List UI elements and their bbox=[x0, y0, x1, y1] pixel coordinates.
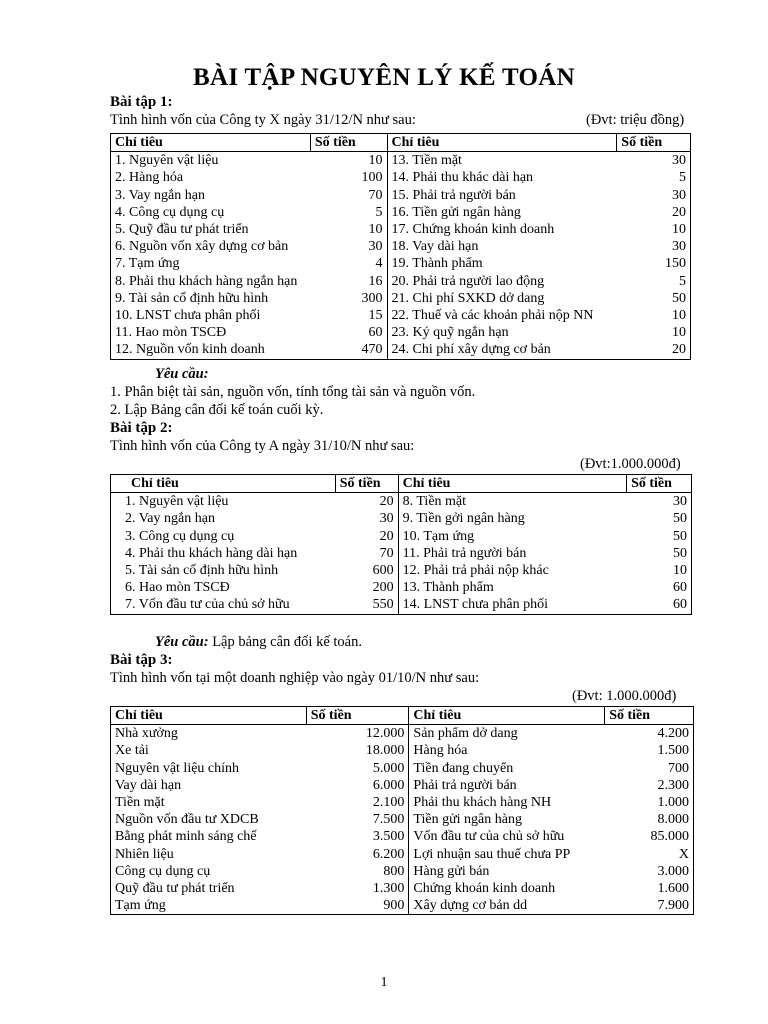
item-name-cell: Nhà xưởng bbox=[115, 726, 178, 742]
amount-cell: 700 bbox=[668, 760, 689, 776]
exercise-1-intro: Tình hình vốn của Công ty X ngày 31/12/N như sau: bbox=[110, 112, 416, 128]
amount-cell: 20 bbox=[379, 494, 394, 510]
header-cell: Số tiền bbox=[306, 707, 409, 725]
amount-cell: 5.000 bbox=[372, 760, 405, 776]
item-name-cell: Tiền gửi ngân hàng bbox=[409, 811, 605, 828]
table-row bbox=[111, 221, 691, 238]
header-cell: Số tiền bbox=[310, 134, 387, 152]
header-cell: Số tiền bbox=[627, 475, 692, 493]
item-name-cell: 1. Nguyên vật liệu bbox=[115, 153, 219, 169]
item-name-cell: 8. Tiền mặt bbox=[398, 493, 626, 511]
item-name-cell: 3. Vay ngắn hạn bbox=[115, 187, 205, 203]
item-name-cell: Xe tải bbox=[115, 743, 149, 759]
amount-cell: 10 bbox=[672, 222, 686, 238]
table-row bbox=[111, 255, 691, 272]
amount-cell: 10 bbox=[672, 308, 686, 324]
amount-cell: 10 bbox=[368, 222, 383, 238]
table-row bbox=[111, 493, 692, 511]
amount-cell: 50 bbox=[673, 545, 687, 561]
item-name-cell: Nguyên vật liệu chính bbox=[115, 760, 240, 776]
item-name-cell: Tiền đang chuyển bbox=[409, 760, 605, 777]
item-name-cell: 6. Hao mòn TSCĐ bbox=[125, 580, 230, 596]
exercise-2-intro: Tình hình vốn của Công ty A ngày 31/10/N như sau: bbox=[110, 438, 415, 454]
amount-cell: 4.200 bbox=[657, 726, 689, 742]
amount-cell: 5 bbox=[679, 273, 686, 289]
item-name-cell: 4. Phải thu khách hàng dài hạn bbox=[125, 545, 298, 561]
item-name-cell: 15. Phải trả người bán bbox=[387, 187, 617, 204]
amount-cell: 5 bbox=[375, 204, 383, 220]
amount-cell: 900 bbox=[383, 898, 405, 914]
amount-cell: 60 bbox=[673, 580, 687, 596]
amount-cell: 70 bbox=[379, 545, 394, 561]
item-name-cell: 7. Vốn đầu tư của chủ sở hữu bbox=[125, 597, 290, 613]
amount-cell: 2.300 bbox=[657, 777, 689, 793]
item-name-cell: Công cụ dụng cụ bbox=[115, 863, 211, 879]
item-name-cell: 10. LNST chưa phân phối bbox=[115, 308, 261, 324]
item-name-cell: 3. Công cụ dụng cụ bbox=[125, 528, 235, 544]
table-row bbox=[111, 562, 692, 579]
exercise-3-unit: (Đvt: 1.000.000đ) bbox=[572, 688, 677, 704]
header-cell: Chỉ tiêu bbox=[409, 707, 605, 725]
item-name-cell: Tiền mặt bbox=[115, 795, 165, 811]
amount-cell: 800 bbox=[383, 863, 405, 879]
amount-cell: 2.100 bbox=[372, 795, 405, 811]
amount-cell: 300 bbox=[361, 290, 383, 306]
amount-cell: 6.000 bbox=[372, 777, 405, 793]
table-row bbox=[111, 545, 692, 562]
amount-cell: 1.300 bbox=[372, 881, 405, 897]
exercise-2-table bbox=[110, 474, 692, 615]
exercise-3-table bbox=[110, 706, 694, 915]
header-cell: Chỉ tiêu bbox=[387, 134, 617, 152]
item-name-cell: Chứng khoán kinh doanh bbox=[409, 880, 605, 897]
item-name-cell: 13. Thành phẩm bbox=[398, 579, 626, 596]
header-cell: Chỉ tiêu bbox=[398, 475, 626, 493]
amount-cell: 470 bbox=[361, 342, 383, 358]
amount-cell: 60 bbox=[673, 597, 687, 613]
amount-cell: 1.500 bbox=[657, 743, 689, 759]
table-row bbox=[111, 204, 691, 221]
exercise-1-unit: (Đvt: triệu đồng) bbox=[586, 112, 685, 128]
item-name-cell: Bằng phát minh sáng chế bbox=[115, 829, 257, 845]
item-name-cell: Vốn đầu tư của chủ sở hữu bbox=[409, 828, 605, 845]
table-header-row bbox=[111, 707, 694, 725]
amount-cell: 6.200 bbox=[372, 846, 405, 862]
amount-cell: 20 bbox=[672, 204, 686, 220]
item-name-cell: Vay dài hạn bbox=[115, 777, 182, 793]
item-name-cell: 12. Nguồn vốn kinh doanh bbox=[115, 342, 265, 358]
table-row bbox=[111, 187, 691, 204]
item-name-cell: 24. Chi phí xây dựng cơ bản bbox=[387, 341, 617, 359]
table-row bbox=[111, 579, 692, 596]
table-row bbox=[111, 528, 692, 545]
item-name-cell: 4. Công cụ dụng cụ bbox=[115, 204, 225, 220]
table-row bbox=[111, 725, 694, 743]
table-row bbox=[111, 290, 691, 307]
header-cell: Số tiền bbox=[617, 134, 691, 152]
item-name-cell: 2. Hàng hóa bbox=[115, 170, 184, 186]
item-name-cell: Hàng hóa bbox=[409, 742, 605, 759]
page-number: 1 bbox=[380, 975, 388, 990]
amount-cell: 1.000 bbox=[657, 795, 689, 811]
table-row bbox=[111, 863, 694, 880]
amount-cell: 60 bbox=[368, 325, 383, 341]
exercise-1-requirement-label: Yêu cầu: bbox=[155, 366, 209, 382]
amount-cell: 50 bbox=[673, 511, 687, 527]
item-name-cell: Xây dựng cơ bản dd bbox=[409, 897, 605, 915]
page-title: BÀI TẬP NGUYÊN LÝ KẾ TOÁN bbox=[193, 64, 575, 91]
amount-cell: 8.000 bbox=[657, 812, 689, 828]
item-name-cell: Phải trả người bán bbox=[409, 777, 605, 794]
amount-cell: 50 bbox=[672, 290, 686, 306]
amount-cell: X bbox=[678, 846, 689, 862]
item-name-cell: 7. Tạm ứng bbox=[115, 256, 180, 272]
amount-cell: 18.000 bbox=[365, 743, 405, 759]
exercise-1-requirement-2: 2. Lập Bảng cân đối kế toán cuối kỳ. bbox=[110, 402, 324, 418]
exercise-3-intro: Tình hình vốn tại một doanh nghiệp vào ngày 01/10/N như sau: bbox=[110, 670, 480, 686]
table-row bbox=[111, 341, 691, 359]
exercise-2-heading: Bài tập 2: bbox=[110, 420, 173, 436]
table-row bbox=[111, 596, 692, 614]
amount-cell: 10 bbox=[672, 325, 686, 341]
item-name-cell: 10. Tạm ứng bbox=[398, 528, 626, 545]
header-cell: Số tiền bbox=[335, 475, 398, 493]
exercise-2-requirement bbox=[155, 634, 362, 651]
amount-cell: 30 bbox=[673, 494, 687, 510]
requirement-text: Lập bảng cân đối kế toán. bbox=[212, 634, 362, 650]
amount-cell: 16 bbox=[368, 273, 383, 289]
header-cell: Chỉ tiêu bbox=[111, 707, 307, 725]
amount-cell: 20 bbox=[672, 342, 686, 358]
item-name-cell: 20. Phải trả người lao động bbox=[387, 273, 617, 290]
amount-cell: 30 bbox=[672, 153, 686, 169]
table-row bbox=[111, 307, 691, 324]
table-row bbox=[111, 760, 694, 777]
item-name-cell: 2. Vay ngắn hạn bbox=[125, 511, 215, 527]
amount-cell: 150 bbox=[665, 256, 686, 272]
header-cell: Chỉ tiêu bbox=[111, 134, 311, 152]
item-name-cell: Nhiên liệu bbox=[115, 846, 174, 862]
item-name-cell: 1. Nguyên vật liệu bbox=[125, 494, 229, 510]
amount-cell: 550 bbox=[372, 597, 394, 613]
item-name-cell: 8. Phải thu khách hàng ngắn hạn bbox=[115, 273, 298, 289]
item-name-cell: 14. Phải thu khác dài hạn bbox=[387, 169, 617, 186]
exercise-1-requirement-1: 1. Phân biệt tài sản, nguồn vốn, tính tổng tài sản và nguồn vốn. bbox=[110, 384, 476, 400]
item-name-cell: Phải thu khách hàng NH bbox=[409, 794, 605, 811]
amount-cell: 30 bbox=[672, 239, 686, 255]
item-name-cell: 12. Phải trả phải nộp khác bbox=[398, 562, 626, 579]
amount-cell: 10 bbox=[673, 563, 687, 579]
item-name-cell: Quỹ đầu tư phát triển bbox=[115, 881, 235, 897]
table-row bbox=[111, 811, 694, 828]
amount-cell: 3.000 bbox=[657, 863, 689, 879]
item-name-cell: 11. Phải trả người bán bbox=[398, 545, 626, 562]
item-name-cell: 5. Tài sản cố định hữu hình bbox=[125, 563, 279, 579]
item-name-cell: 13. Tiền mặt bbox=[387, 152, 617, 170]
amount-cell: 7.500 bbox=[372, 812, 405, 828]
amount-cell: 70 bbox=[368, 187, 383, 203]
amount-cell: 3.500 bbox=[372, 829, 405, 845]
item-name-cell: 21. Chi phí SXKD dở dang bbox=[387, 290, 617, 307]
amount-cell: 10 bbox=[368, 153, 383, 169]
table-row bbox=[111, 846, 694, 863]
table-row bbox=[111, 152, 691, 170]
table-row bbox=[111, 794, 694, 811]
amount-cell: 1.600 bbox=[657, 881, 689, 897]
table-row bbox=[111, 238, 691, 255]
item-name-cell: Nguồn vốn đầu tư XDCB bbox=[115, 812, 259, 828]
table-header-row bbox=[111, 475, 692, 493]
requirement-label: Yêu cầu: bbox=[155, 634, 209, 650]
amount-cell: 15 bbox=[368, 308, 383, 324]
item-name-cell: 11. Hao mòn TSCĐ bbox=[115, 325, 227, 341]
item-name-cell: 5. Quỹ đầu tư phát triển bbox=[115, 222, 249, 238]
header-cell: Số tiền bbox=[605, 707, 694, 725]
amount-cell: 30 bbox=[368, 239, 383, 255]
amount-cell: 200 bbox=[372, 580, 394, 596]
item-name-cell: Sản phẩm dở dang bbox=[409, 725, 605, 743]
exercise-2-unit: (Đvt:1.000.000đ) bbox=[580, 456, 681, 472]
amount-cell: 7.900 bbox=[657, 898, 689, 914]
item-name-cell: 6. Nguồn vốn xây dựng cơ bản bbox=[115, 239, 289, 255]
table-row bbox=[111, 777, 694, 794]
amount-cell: 30 bbox=[672, 187, 686, 203]
item-name-cell: 9. Tiền gởi ngân hàng bbox=[398, 510, 626, 527]
item-name-cell: 19. Thành phẩm bbox=[387, 255, 617, 272]
item-name-cell: Hàng gửi bán bbox=[409, 863, 605, 880]
item-name-cell: 17. Chứng khoán kinh doanh bbox=[387, 221, 617, 238]
table-row bbox=[111, 880, 694, 897]
exercise-1-heading: Bài tập 1: bbox=[110, 94, 173, 110]
amount-cell: 85.000 bbox=[650, 829, 689, 845]
header-cell: Chỉ tiêu bbox=[111, 475, 336, 493]
amount-cell: 100 bbox=[361, 170, 383, 186]
item-name-cell: 18. Vay dài hạn bbox=[387, 238, 617, 255]
item-name-cell: 14. LNST chưa phân phối bbox=[398, 596, 626, 614]
amount-cell: 600 bbox=[372, 563, 394, 579]
amount-cell: 30 bbox=[379, 511, 394, 527]
table-row bbox=[111, 828, 694, 845]
table-row bbox=[111, 273, 691, 290]
table-row bbox=[111, 510, 692, 527]
amount-cell: 5 bbox=[679, 170, 686, 186]
item-name-cell: 9. Tài sản cố định hữu hình bbox=[115, 290, 269, 306]
item-name-cell: 16. Tiền gửi ngân hàng bbox=[387, 204, 617, 221]
table-row bbox=[111, 169, 691, 186]
item-name-cell: Tạm ứng bbox=[115, 898, 166, 914]
exercise-3-heading: Bài tập 3: bbox=[110, 652, 173, 668]
table-header-row bbox=[111, 134, 691, 152]
amount-cell: 12.000 bbox=[365, 726, 405, 742]
amount-cell: 50 bbox=[673, 528, 687, 544]
table-row bbox=[111, 897, 694, 915]
item-name-cell: 23. Ký quỹ ngắn hạn bbox=[387, 324, 617, 341]
amount-cell: 20 bbox=[379, 528, 394, 544]
table-row bbox=[111, 742, 694, 759]
table-row bbox=[111, 324, 691, 341]
amount-cell: 4 bbox=[375, 256, 383, 272]
item-name-cell: 22. Thuế và các khoản phải nộp NN bbox=[387, 307, 617, 324]
item-name-cell: Lợi nhuận sau thuế chưa PP bbox=[409, 846, 605, 863]
exercise-1-table bbox=[110, 133, 691, 360]
